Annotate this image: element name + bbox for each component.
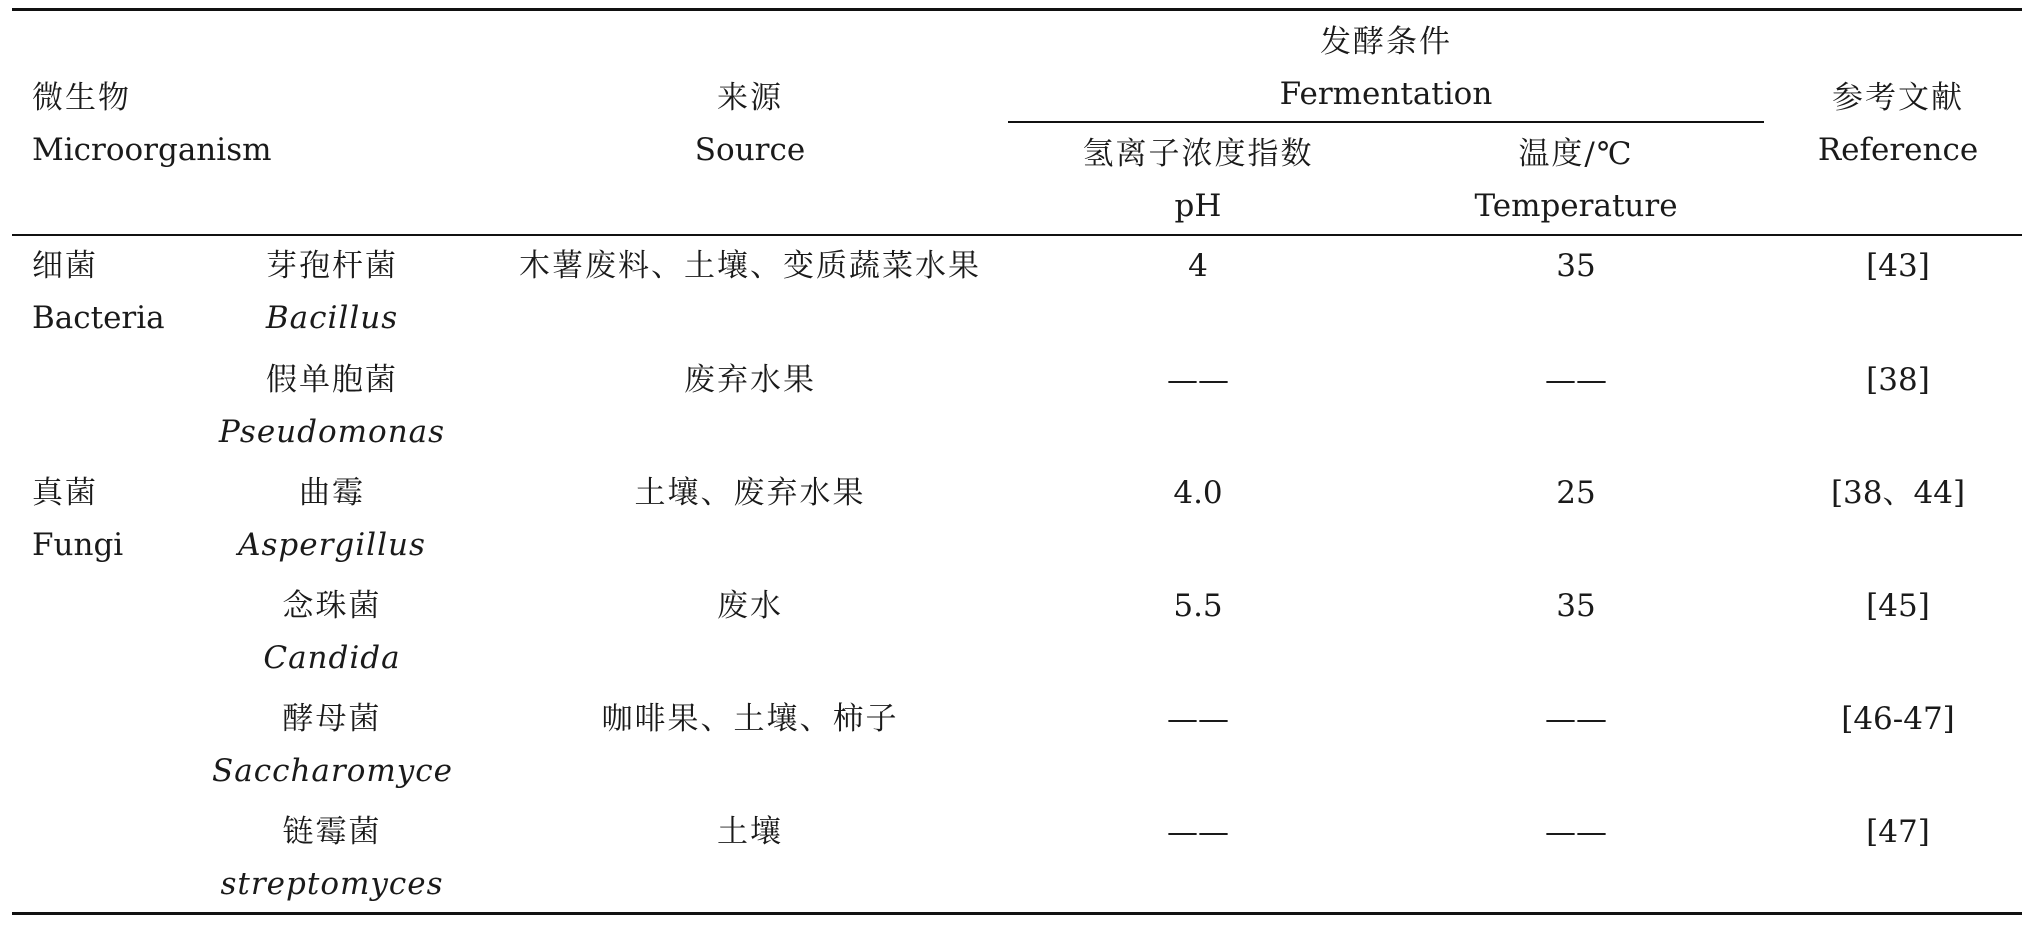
header-reference-en: Reference xyxy=(1817,132,1979,168)
genus-en: Bacillus xyxy=(265,300,399,336)
header-fermentation-zh: 发酵条件 xyxy=(1320,24,1452,60)
header-ph-en: pH xyxy=(1174,188,1222,224)
ph-cell: —— xyxy=(1167,814,1229,850)
temperature-cell: —— xyxy=(1545,701,1607,737)
ph-cell: 5.5 xyxy=(1173,588,1223,624)
source-cell: 废水 xyxy=(717,588,783,624)
fermentation-subrule xyxy=(1008,121,1764,123)
genus-zh: 曲霉 xyxy=(299,475,365,511)
genus-zh: 酵母菌 xyxy=(282,701,382,737)
genus-en: Aspergillus xyxy=(238,527,426,563)
bottom-rule xyxy=(12,912,2022,915)
reference-cell: [38] xyxy=(1866,362,1930,398)
header-ph-zh: 氢离子浓度指数 xyxy=(1082,136,1314,172)
header-microorganism-zh: 微生物 xyxy=(32,80,131,116)
temperature-cell: —— xyxy=(1545,814,1607,850)
temperature-cell: 25 xyxy=(1556,475,1596,511)
table-row-genus xyxy=(212,467,452,571)
header-ph xyxy=(1008,128,1388,232)
header-microorganism xyxy=(32,72,432,176)
header-temperature-zh: 温度/℃ xyxy=(1518,136,1634,172)
temperature-cell: —— xyxy=(1545,362,1607,398)
genus-zh: 链霉菌 xyxy=(282,814,382,850)
table-row-genus xyxy=(212,806,452,910)
header-source-en: Source xyxy=(694,132,806,168)
genus-en: Saccharomyce xyxy=(212,753,453,789)
top-rule xyxy=(12,8,2022,11)
genus-zh: 假单胞菌 xyxy=(266,362,398,398)
table-row-genus xyxy=(212,693,452,797)
domain-zh: 细菌 xyxy=(32,248,98,284)
genus-en: Candida xyxy=(263,640,401,676)
domain-en: Fungi xyxy=(32,527,124,563)
source-cell: 土壤 xyxy=(717,814,783,850)
domain-zh: 真菌 xyxy=(32,475,98,511)
genus-en: streptomyces xyxy=(220,866,444,902)
header-rule xyxy=(12,234,2022,236)
temperature-cell: 35 xyxy=(1556,248,1596,284)
table-row-genus xyxy=(212,580,452,684)
header-reference-zh: 参考文献 xyxy=(1832,80,1964,116)
reference-cell: [45] xyxy=(1866,588,1930,624)
table-row-genus xyxy=(212,354,452,458)
ph-cell: 4 xyxy=(1188,248,1208,284)
source-cell: 废弃水果 xyxy=(684,362,816,398)
genus-zh: 念珠菌 xyxy=(282,588,382,624)
domain-fungi xyxy=(32,467,212,571)
domain-bacteria xyxy=(32,240,212,344)
ph-cell: —— xyxy=(1167,362,1229,398)
header-fermentation-en: Fermentation xyxy=(1279,76,1493,112)
domain-en: Bacteria xyxy=(32,300,165,336)
source-cell: 咖啡果、土壤、柿子 xyxy=(601,701,899,737)
reference-cell: [46-47] xyxy=(1841,701,1955,737)
genus-zh: 芽孢杆菌 xyxy=(266,248,398,284)
header-source xyxy=(500,72,1000,176)
reference-cell: [43] xyxy=(1866,248,1930,284)
header-microorganism-en: Microorganism xyxy=(32,132,272,168)
table-row-genus xyxy=(212,240,452,344)
temperature-cell: 35 xyxy=(1556,588,1596,624)
genus-en: Pseudomonas xyxy=(218,414,446,450)
reference-cell: [38、44] xyxy=(1830,475,1966,511)
header-reference xyxy=(1764,72,2032,176)
header-fermentation xyxy=(1008,16,1764,120)
source-cell: 木薯废料、土壤、变质蔬菜水果 xyxy=(519,248,981,284)
reference-cell: [47] xyxy=(1866,814,1930,850)
ph-cell: 4.0 xyxy=(1173,475,1223,511)
header-temperature xyxy=(1388,128,1764,232)
header-source-zh: 来源 xyxy=(717,80,783,116)
source-cell: 土壤、废弃水果 xyxy=(634,475,866,511)
ph-cell: —— xyxy=(1167,701,1229,737)
header-temperature-en: Temperature xyxy=(1474,188,1678,224)
